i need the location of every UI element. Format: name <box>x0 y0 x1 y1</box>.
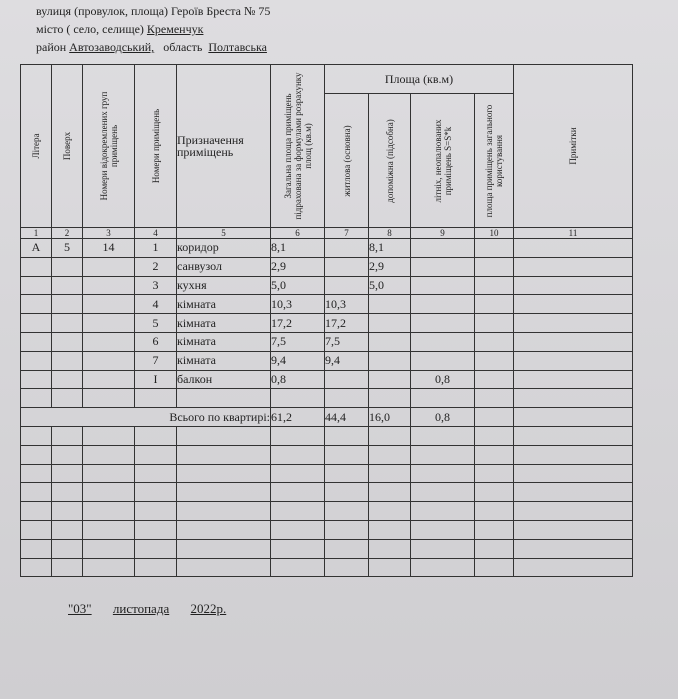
empty-cell <box>369 502 411 521</box>
cell-aux: 8,1 <box>369 239 411 258</box>
empty-cell <box>271 426 325 445</box>
cell-living: 17,2 <box>325 314 369 333</box>
table-row <box>21 276 633 295</box>
cell-purpose: кімната <box>177 314 271 333</box>
cell-group <box>83 276 135 295</box>
cell-letter <box>21 257 52 276</box>
cell-letter <box>21 370 52 389</box>
empty-row <box>21 539 633 558</box>
street-line <box>36 4 270 19</box>
empty-cell <box>83 445 135 464</box>
empty-cell <box>514 539 633 558</box>
cell-common <box>475 370 514 389</box>
table-row <box>21 257 633 276</box>
col-aux-header: допоміжна (підсобна) <box>369 94 411 228</box>
empty-cell <box>21 502 52 521</box>
cell-notes <box>514 332 633 351</box>
cell-total: 5,0 <box>271 276 325 295</box>
empty-cell <box>271 483 325 502</box>
empty-row <box>21 502 633 521</box>
empty-cell <box>21 426 52 445</box>
cell-common <box>475 276 514 295</box>
cell-living: 7,5 <box>325 332 369 351</box>
cell-notes <box>514 295 633 314</box>
empty-cell <box>52 520 83 539</box>
empty-cell <box>135 502 177 521</box>
empty-cell <box>411 520 475 539</box>
empty-cell <box>135 389 177 408</box>
empty-row <box>21 464 633 483</box>
empty-cell <box>369 445 411 464</box>
cell-purpose: кімната <box>177 332 271 351</box>
empty-cell <box>177 426 271 445</box>
empty-cell <box>369 389 411 408</box>
empty-cell <box>135 520 177 539</box>
empty-row <box>21 520 633 539</box>
cell-group <box>83 257 135 276</box>
cell-common <box>475 351 514 370</box>
cell-aux <box>369 314 411 333</box>
col-total-header: Загальна площа приміщень підрахована за формулами розрахунку площ (кв.м) <box>271 65 325 228</box>
cell-letter <box>21 276 52 295</box>
cell-floor: 5 <box>52 239 83 258</box>
cell-total: 0,8 <box>271 370 325 389</box>
empty-cell <box>325 426 369 445</box>
empty-cell <box>271 520 325 539</box>
area-table <box>20 64 633 577</box>
empty-cell <box>21 464 52 483</box>
cell-aux: 5,0 <box>369 276 411 295</box>
district-line <box>36 40 267 55</box>
cell-summer <box>411 257 475 276</box>
empty-cell <box>177 464 271 483</box>
total-living: 44,4 <box>325 408 369 427</box>
empty-cell <box>369 464 411 483</box>
cell-living <box>325 276 369 295</box>
empty-cell <box>83 464 135 483</box>
empty-cell <box>83 483 135 502</box>
cell-group: 14 <box>83 239 135 258</box>
cell-floor <box>52 351 83 370</box>
cell-living: 9,4 <box>325 351 369 370</box>
cell-purpose: санвузол <box>177 257 271 276</box>
empty-row <box>21 483 633 502</box>
empty-cell <box>135 445 177 464</box>
empty-cell <box>411 539 475 558</box>
cell-common <box>475 295 514 314</box>
empty-cell <box>21 558 52 577</box>
cell-letter <box>21 314 52 333</box>
empty-row <box>21 445 633 464</box>
cell-purpose: кухня <box>177 276 271 295</box>
empty-cell <box>514 502 633 521</box>
total-summer: 0,8 <box>411 408 475 427</box>
cell-total: 9,4 <box>271 351 325 370</box>
empty-cell <box>271 502 325 521</box>
empty-cell <box>475 464 514 483</box>
total-aux: 16,0 <box>369 408 411 427</box>
date-day: "03" <box>68 601 92 616</box>
col-floor-header: Поверх <box>52 65 83 228</box>
cell-total: 7,5 <box>271 332 325 351</box>
cell-room-no: 4 <box>135 295 177 314</box>
date-year: 2022р. <box>190 601 227 616</box>
empty-cell <box>83 389 135 408</box>
empty-cell <box>514 520 633 539</box>
empty-cell <box>271 389 325 408</box>
table-row <box>21 370 633 389</box>
empty-cell <box>475 502 514 521</box>
district-label: район <box>36 40 67 54</box>
cell-floor <box>52 276 83 295</box>
empty-cell <box>411 464 475 483</box>
city-label: місто ( село, селище) <box>36 22 144 36</box>
column-number: 2 <box>52 228 83 239</box>
empty-cell <box>475 483 514 502</box>
empty-cell <box>52 483 83 502</box>
empty-cell <box>83 502 135 521</box>
table-row <box>21 351 633 370</box>
cell-room-no: 7 <box>135 351 177 370</box>
empty-row <box>21 389 633 408</box>
column-number: 1 <box>21 228 52 239</box>
date-month: листопада <box>112 601 170 616</box>
empty-cell <box>21 520 52 539</box>
total-area: 61,2 <box>271 408 325 427</box>
district-value: Автозаводський, <box>69 40 155 54</box>
empty-cell <box>135 464 177 483</box>
cell-purpose: балкон <box>177 370 271 389</box>
date-line <box>68 601 244 617</box>
empty-cell <box>52 539 83 558</box>
cell-notes <box>514 370 633 389</box>
col-purpose-header: Призначення приміщень <box>177 65 271 228</box>
region-value: Полтавська <box>208 40 267 54</box>
area-group-header: Площа (кв.м) <box>325 65 514 94</box>
empty-cell <box>52 389 83 408</box>
cell-purpose: кімната <box>177 295 271 314</box>
cell-summer <box>411 351 475 370</box>
empty-cell <box>475 426 514 445</box>
empty-cell <box>411 558 475 577</box>
empty-cell <box>369 520 411 539</box>
empty-cell <box>271 464 325 483</box>
cell-room-no: 1 <box>135 239 177 258</box>
cell-group <box>83 295 135 314</box>
column-number: 11 <box>514 228 633 239</box>
column-number: 4 <box>135 228 177 239</box>
cell-living <box>325 239 369 258</box>
cell-room-no: 2 <box>135 257 177 276</box>
empty-cell <box>514 464 633 483</box>
empty-cell <box>369 558 411 577</box>
total-label: Всього по квартирі: <box>21 408 271 427</box>
empty-cell <box>83 520 135 539</box>
col-room-no-header: Номери приміщень <box>135 65 177 228</box>
empty-cell <box>177 520 271 539</box>
empty-cell <box>177 539 271 558</box>
cell-letter <box>21 332 52 351</box>
cell-aux <box>369 351 411 370</box>
empty-cell <box>21 389 52 408</box>
col-living-header: житлова (основна) <box>325 94 369 228</box>
cell-aux: 2,9 <box>369 257 411 276</box>
cell-common <box>475 314 514 333</box>
cell-living <box>325 370 369 389</box>
empty-cell <box>52 426 83 445</box>
empty-cell <box>411 483 475 502</box>
empty-cell <box>325 520 369 539</box>
empty-cell <box>325 558 369 577</box>
cell-group <box>83 314 135 333</box>
cell-aux <box>369 332 411 351</box>
street-value: Героїв Бреста № 75 <box>171 4 271 18</box>
cell-summer <box>411 295 475 314</box>
cell-group <box>83 351 135 370</box>
col-group-header: Номери відокремлених груп приміщень <box>83 65 135 228</box>
cell-floor <box>52 370 83 389</box>
empty-cell <box>271 558 325 577</box>
table-row <box>21 239 633 258</box>
cell-aux <box>369 370 411 389</box>
empty-cell <box>83 558 135 577</box>
cell-floor <box>52 295 83 314</box>
empty-cell <box>52 445 83 464</box>
empty-cell <box>52 558 83 577</box>
empty-cell <box>177 483 271 502</box>
empty-cell <box>514 558 633 577</box>
table-row <box>21 314 633 333</box>
empty-cell <box>21 445 52 464</box>
cell-aux <box>369 295 411 314</box>
empty-cell <box>83 426 135 445</box>
cell-notes <box>514 276 633 295</box>
empty-cell <box>177 389 271 408</box>
empty-cell <box>411 389 475 408</box>
cell-letter <box>21 351 52 370</box>
empty-cell <box>369 483 411 502</box>
cell-common <box>475 257 514 276</box>
empty-cell <box>135 426 177 445</box>
empty-cell <box>52 464 83 483</box>
cell-living <box>325 257 369 276</box>
empty-row <box>21 426 633 445</box>
empty-cell <box>325 502 369 521</box>
cell-purpose: кімната <box>177 351 271 370</box>
empty-cell <box>411 502 475 521</box>
empty-cell <box>325 389 369 408</box>
column-number: 9 <box>411 228 475 239</box>
region-label: область <box>163 40 203 54</box>
empty-cell <box>369 539 411 558</box>
empty-cell <box>52 502 83 521</box>
empty-cell <box>475 389 514 408</box>
empty-row <box>21 558 633 577</box>
column-number: 6 <box>271 228 325 239</box>
empty-cell <box>325 539 369 558</box>
cell-total: 10,3 <box>271 295 325 314</box>
cell-summer <box>411 332 475 351</box>
empty-cell <box>514 426 633 445</box>
cell-total: 17,2 <box>271 314 325 333</box>
empty-cell <box>21 539 52 558</box>
empty-cell <box>83 539 135 558</box>
cell-common <box>475 239 514 258</box>
cell-room-no: 6 <box>135 332 177 351</box>
col-summer-header: літніх, неопалюваних приміщень S=S*k <box>411 94 475 228</box>
empty-cell <box>514 389 633 408</box>
cell-common <box>475 332 514 351</box>
empty-cell <box>475 539 514 558</box>
empty-cell <box>475 558 514 577</box>
cell-summer: 0,8 <box>411 370 475 389</box>
cell-room-no: 3 <box>135 276 177 295</box>
empty-cell <box>411 426 475 445</box>
col-common-header: площа приміщень загального користування <box>475 94 514 228</box>
empty-cell <box>369 426 411 445</box>
empty-cell <box>271 539 325 558</box>
empty-cell <box>177 445 271 464</box>
col-letter-header: Літера <box>21 65 52 228</box>
cell-floor <box>52 332 83 351</box>
empty-cell <box>135 558 177 577</box>
cell-floor <box>52 314 83 333</box>
city-line <box>36 22 203 37</box>
empty-cell <box>475 520 514 539</box>
cell-group <box>83 332 135 351</box>
column-number-row <box>21 228 633 239</box>
empty-cell <box>514 445 633 464</box>
cell-notes <box>514 314 633 333</box>
empty-cell <box>177 558 271 577</box>
empty-cell <box>475 445 514 464</box>
empty-cell <box>271 445 325 464</box>
column-number: 10 <box>475 228 514 239</box>
cell-total: 2,9 <box>271 257 325 276</box>
column-number: 3 <box>83 228 135 239</box>
empty-cell <box>411 445 475 464</box>
cell-floor <box>52 257 83 276</box>
empty-cell <box>177 502 271 521</box>
table-row <box>21 332 633 351</box>
city-value: Кременчук <box>146 22 204 36</box>
cell-notes <box>514 257 633 276</box>
empty-cell <box>514 483 633 502</box>
empty-cell <box>325 445 369 464</box>
empty-cell <box>135 483 177 502</box>
cell-notes <box>514 351 633 370</box>
total-notes <box>514 408 633 427</box>
cell-summer <box>411 276 475 295</box>
column-number: 7 <box>325 228 369 239</box>
column-number: 8 <box>369 228 411 239</box>
cell-letter: А <box>21 239 52 258</box>
cell-summer <box>411 239 475 258</box>
cell-group <box>83 370 135 389</box>
table-row <box>21 295 633 314</box>
column-number: 5 <box>177 228 271 239</box>
col-notes-header: Примітки <box>514 65 633 228</box>
empty-cell <box>21 483 52 502</box>
cell-room-no: 5 <box>135 314 177 333</box>
cell-total: 8,1 <box>271 239 325 258</box>
cell-room-no: I <box>135 370 177 389</box>
cell-purpose: коридор <box>177 239 271 258</box>
cell-summer <box>411 314 475 333</box>
cell-living: 10,3 <box>325 295 369 314</box>
empty-cell <box>325 483 369 502</box>
empty-cell <box>325 464 369 483</box>
street-label: вулиця (провулок, площа) <box>36 4 169 18</box>
total-row <box>21 408 633 427</box>
cell-letter <box>21 295 52 314</box>
total-common <box>475 408 514 427</box>
cell-notes <box>514 239 633 258</box>
empty-cell <box>135 539 177 558</box>
